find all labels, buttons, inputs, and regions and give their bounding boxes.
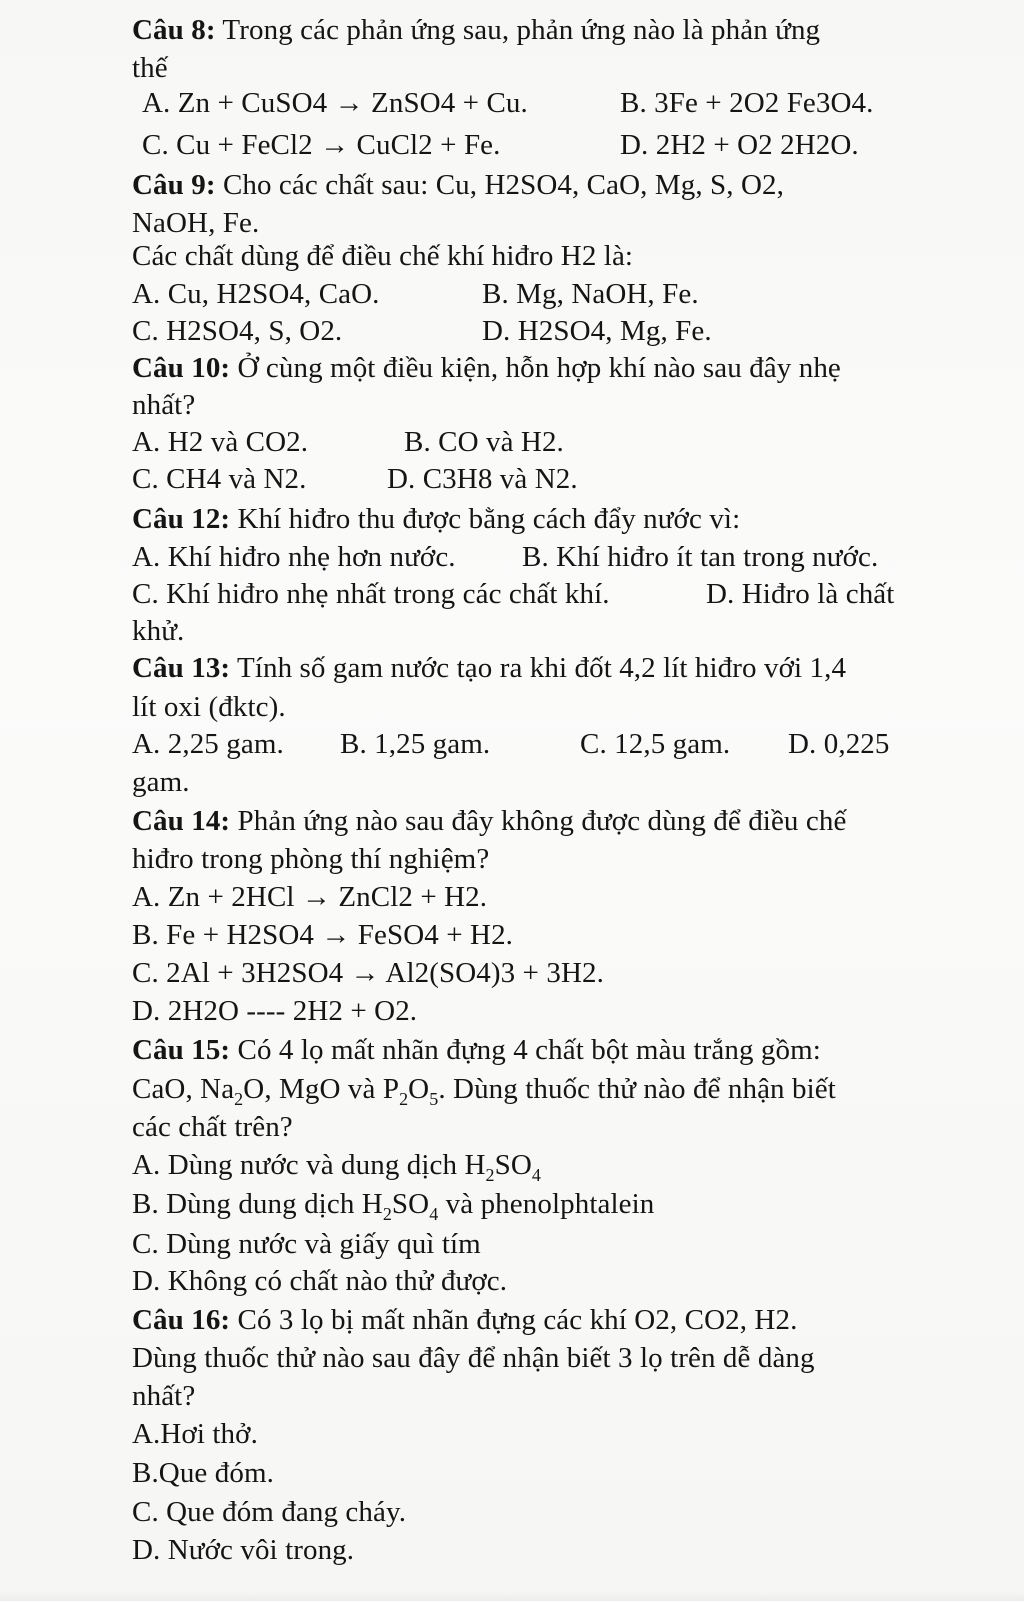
q12-option-d: D. Hiđro là chất [706, 578, 895, 610]
q12-line-1 [132, 501, 740, 537]
q15-text-2d: . Dùng thuốc thử nào để nhận biết [438, 1073, 836, 1105]
q14-option-c: C. 2Al + 3H2SO4 → Al2(SO4)3 + 3H2. [132, 957, 604, 989]
page-bottom-shade [0, 1591, 1024, 1601]
q15-option-d: D. Không có chất nào thử được. [132, 1265, 508, 1297]
q10-text-1: Ở cùng một điều kiện, hỗn hợp khí nào sau đây nhẹ [230, 352, 841, 384]
q15-text-2c: O [408, 1073, 430, 1105]
q13-option-c: C. 12,5 gam. [580, 728, 731, 760]
q15-label: Câu 15: [132, 1034, 231, 1066]
q13-label: Câu 13: [132, 652, 231, 684]
q8-text-1: Trong các phản ứng sau, phản ứng nào là phản ứng [215, 14, 821, 46]
q10-option-c: C. CH4 và N2. [132, 463, 307, 495]
q9-line-3: Các chất dùng để điều chế khí hiđro H2 là: [132, 240, 634, 272]
q15-option-a-sub-2: 4 [531, 1164, 542, 1185]
q8-option-d: D. 2H2 + O2 2H2O. [620, 129, 859, 161]
q10-option-a: A. H2 và CO2. [132, 426, 309, 458]
q10-option-b: B. CO và H2. [404, 426, 564, 458]
q13-option-d-cont: gam. [132, 766, 190, 798]
q15-option-c: C. Dùng nước và giấy quì tím [132, 1228, 481, 1260]
q15-option-b-post: và phenolphtalein [438, 1188, 655, 1220]
q13-line-2: lít oxi (đktc). [132, 691, 286, 723]
q15-option-a-sub-1: 2 [485, 1164, 495, 1185]
q15-sub-3: 5 [429, 1088, 439, 1109]
q12-option-d-cont: khử. [132, 615, 185, 647]
q15-sub-1: 2 [234, 1088, 244, 1109]
q12-option-a: A. Khí hiđro nhẹ hơn nước. [132, 541, 456, 573]
q16-label: Câu 16: [132, 1304, 231, 1336]
q16-option-b: B.Que đóm. [132, 1457, 274, 1489]
q15-sub-2: 2 [399, 1088, 409, 1109]
q15-option-b-mid: SO [391, 1188, 430, 1220]
q14-option-d: D. 2H2O ---- 2H2 + O2. [132, 995, 418, 1027]
q16-option-a: A.Hơi thở. [132, 1418, 258, 1450]
q13-line-1 [132, 650, 846, 686]
q13-option-a: A. 2,25 gam. [132, 728, 284, 760]
q9-label: Câu 9: [132, 169, 216, 201]
q8-option-b: B. 3Fe + 2O2 Fe3O4. [620, 87, 874, 119]
q15-option-a-mid: SO [494, 1149, 532, 1181]
q14-text-1: Phản ứng nào sau đây không được dùng để điều chế [230, 805, 847, 837]
q16-option-d: D. Nước vôi trong. [132, 1534, 355, 1566]
q14-option-b: B. Fe + H2SO4 → FeSO4 + H2. [132, 919, 514, 951]
q12-text-1: Khí hiđro thu được bằng cách đẩy nước vì: [230, 503, 741, 535]
q9-line-1 [132, 167, 784, 203]
q10-label: Câu 10: [132, 352, 231, 384]
q14-line-2: hiđro trong phòng thí nghiệm? [132, 843, 490, 875]
q8-label: Câu 8: [132, 14, 216, 46]
q12-option-c: C. Khí hiđro nhẹ nhất trong các chất khí. [132, 578, 610, 610]
q8-option-c: C. Cu + FeCl2 → CuCl2 + Fe. [142, 129, 501, 161]
q16-line-2: Dùng thuốc thử nào sau đây để nhận biết 3 lọ trên dễ dàng [132, 1342, 815, 1374]
q9-option-a: A. Cu, H2SO4, CaO. [132, 278, 380, 310]
q8-line-1 [132, 12, 820, 48]
q13-option-b: B. 1,25 gam. [340, 728, 491, 760]
q8-line-2: thế [132, 52, 168, 84]
q15-option-b-text: B. Dùng dung dịch H [132, 1188, 383, 1220]
q12-label: Câu 12: [132, 503, 231, 535]
q15-option-b-sub-1: 2 [382, 1203, 392, 1224]
q15-text-1: Có 4 lọ mất nhãn đựng 4 chất bột màu trắng gồm: [230, 1034, 821, 1066]
q16-text-1: Có 3 lọ bị mất nhãn đựng các khí O2, CO2, H2. [230, 1304, 798, 1336]
q15-option-a-text: A. Dùng nước và dung dịch H [132, 1149, 486, 1181]
q8-option-a: A. Zn + CuSO4 → ZnSO4 + Cu. [142, 87, 528, 119]
q14-label: Câu 14: [132, 805, 231, 837]
q9-option-d: D. H2SO4, Mg, Fe. [482, 315, 712, 347]
q15-text-2b: O, MgO và P [243, 1073, 400, 1105]
q15-option-b [132, 1186, 654, 1232]
q10-line-1 [132, 350, 841, 386]
q9-option-c: C. H2SO4, S, O2. [132, 315, 343, 347]
q9-text-1: Cho các chất sau: Cu, H2SO4, CaO, Mg, S, O2, [215, 169, 784, 201]
q16-line-1 [132, 1302, 797, 1338]
q16-option-c: C. Que đóm đang cháy. [132, 1496, 407, 1528]
q15-text-2a: CaO, Na [132, 1073, 235, 1105]
q9-line-2: NaOH, Fe. [132, 207, 260, 239]
q16-line-3: nhất? [132, 1380, 196, 1412]
q13-text-1: Tính số gam nước tạo ra khi đốt 4,2 lít hiđro với 1,4 [230, 652, 847, 684]
q15-line-1 [132, 1032, 821, 1068]
q10-option-d: D. C3H8 và N2. [387, 463, 578, 495]
q15-line-3: các chất trên? [132, 1111, 293, 1143]
q9-option-b: B. Mg, NaOH, Fe. [482, 278, 699, 310]
q14-line-1 [132, 803, 846, 839]
q14-option-a: A. Zn + 2HCl → ZnCl2 + H2. [132, 881, 488, 913]
q10-line-2: nhất? [132, 389, 196, 421]
q13-option-d: D. 0,225 [788, 728, 890, 760]
q12-option-b: B. Khí hiđro ít tan trong nước. [522, 541, 879, 573]
q15-option-b-sub-2: 4 [429, 1203, 439, 1224]
